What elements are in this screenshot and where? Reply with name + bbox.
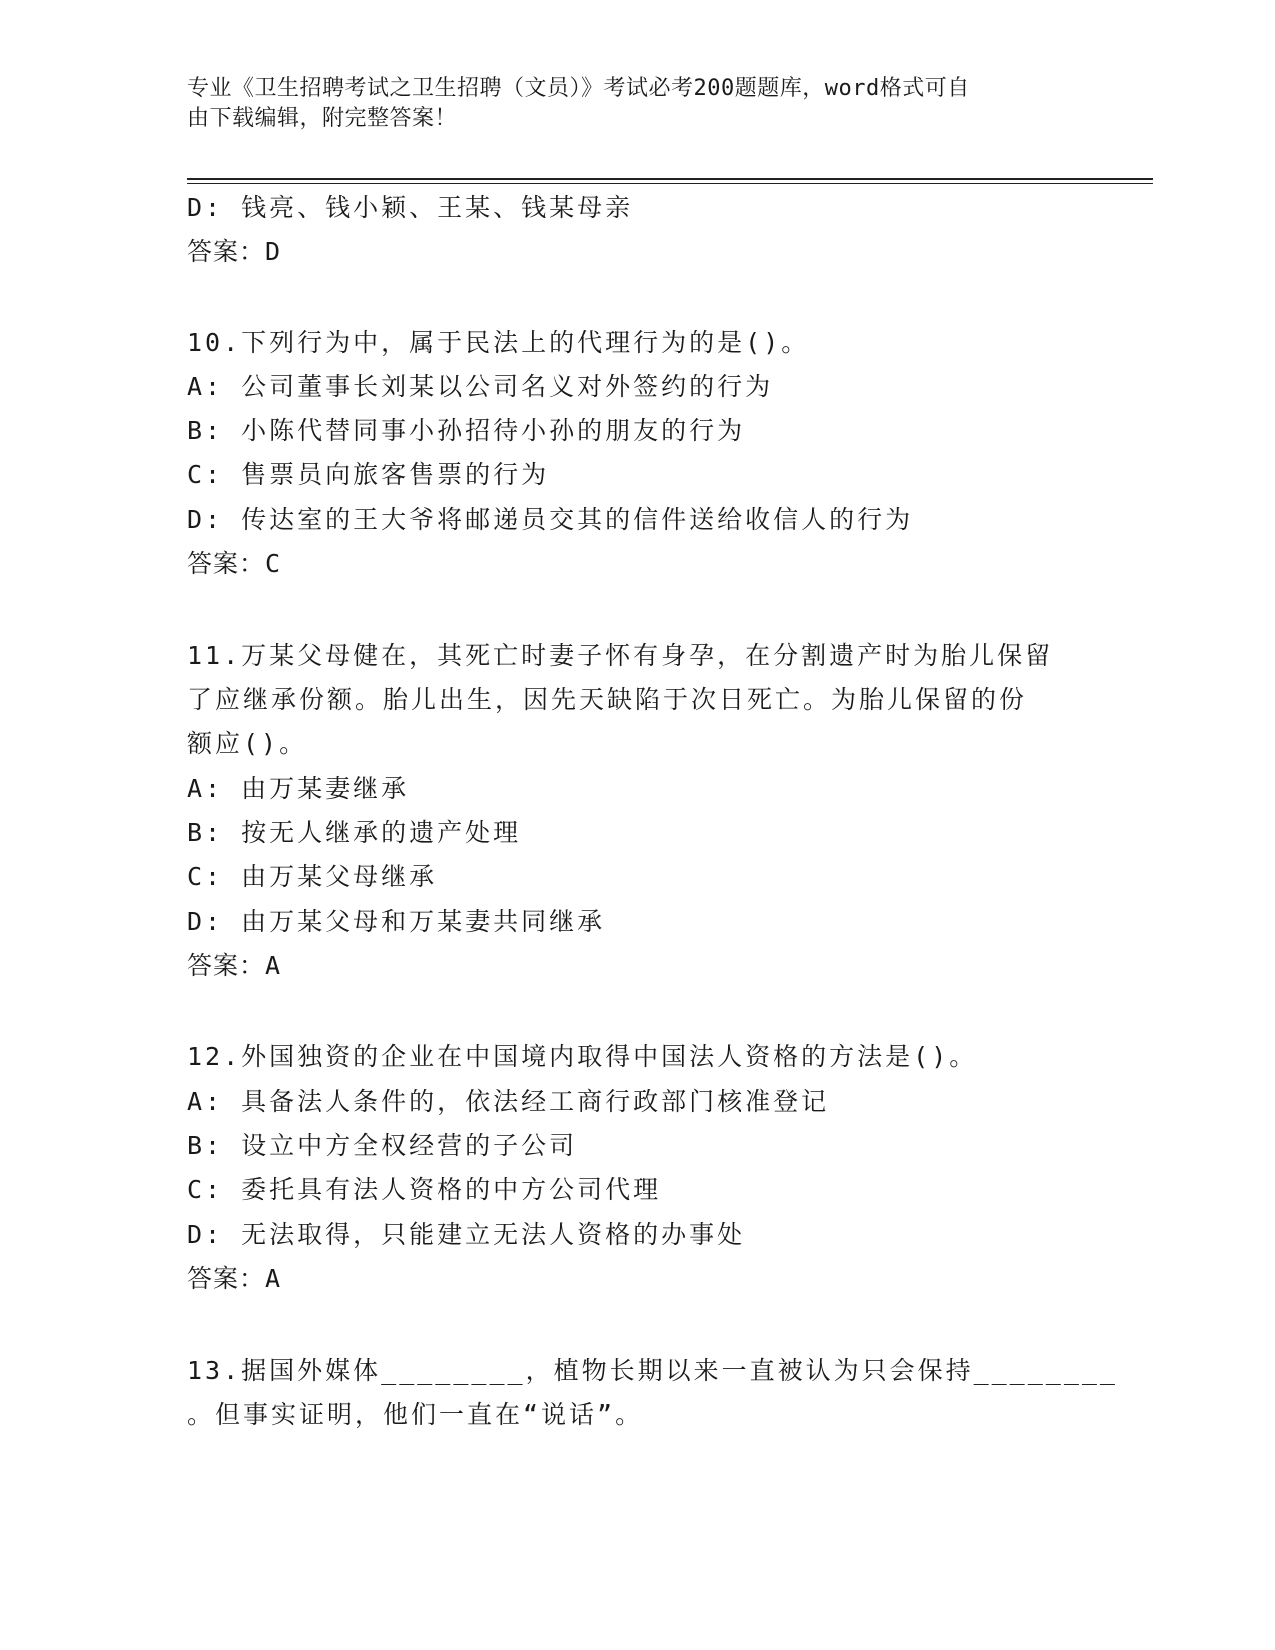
q12-stem: 12.外国独资的企业在中国境内取得中国法人资格的方法是()。 <box>187 1042 978 1071</box>
q13-stem-line-2: 。但事实证明，他们一直在“说话”。 <box>187 1400 644 1429</box>
q10-option-d: D: 传达室的王大爷将邮递员交其的信件送给收信人的行为 <box>187 505 914 534</box>
q12-option-a: A: 具备法人条件的，依法经工商行政部门核准登记 <box>187 1087 830 1116</box>
q10-stem: 10.下列行为中，属于民法上的代理行为的是()。 <box>187 328 810 357</box>
document-header <box>187 74 1087 134</box>
q11-option-b: B: 按无人继承的遗产处理 <box>187 818 522 847</box>
header-line-2: 由下载编辑，附完整答案！ <box>187 106 458 131</box>
q11-stem-line-1: 11.万某父母健在，其死亡时妻子怀有身孕，在分割遗产时为胎儿保留 <box>187 641 1054 670</box>
q13-stem-line-1: 13.据国外媒体________，植物长期以来一直被认为只会保持________ <box>187 1356 1118 1385</box>
q11-stem-line-3: 额应()。 <box>187 729 308 758</box>
q11-answer: 答案：A <box>187 951 282 980</box>
q12-option-d: D: 无法取得，只能建立无法人资格的办事处 <box>187 1220 746 1249</box>
q12-option-c: C: 委托具有法人资格的中方公司代理 <box>187 1175 662 1204</box>
header-divider-thin <box>187 183 1153 184</box>
q11-stem-line-2: 了应继承份额。胎儿出生，因先天缺陷于次日死亡。为胎儿保留的份 <box>187 685 1028 714</box>
q11-option-a: A: 由万某妻继承 <box>187 774 410 803</box>
q11-option-c: C: 由万某父母继承 <box>187 862 438 891</box>
q9-answer: 答案：D <box>187 237 282 266</box>
q10-option-a: A: 公司董事长刘某以公司名义对外签约的行为 <box>187 372 774 401</box>
q11-option-d: D: 由万某父母和万某妻共同继承 <box>187 907 606 936</box>
q12-option-b: B: 设立中方全权经营的子公司 <box>187 1131 578 1160</box>
q12-answer: 答案：A <box>187 1264 282 1293</box>
header-line-1: 专业《卫生招聘考试之卫生招聘（文员）》考试必考200题题库，word格式可自 <box>187 76 970 101</box>
q10-option-c: C: 售票员向旅客售票的行为 <box>187 460 550 489</box>
header-divider-thick <box>187 178 1153 180</box>
q10-option-b: B: 小陈代替同事小孙招待小孙的朋友的行为 <box>187 416 746 445</box>
q9-option-d: D: 钱亮、钱小颖、王某、钱某母亲 <box>187 193 634 222</box>
q10-answer: 答案：C <box>187 549 282 578</box>
